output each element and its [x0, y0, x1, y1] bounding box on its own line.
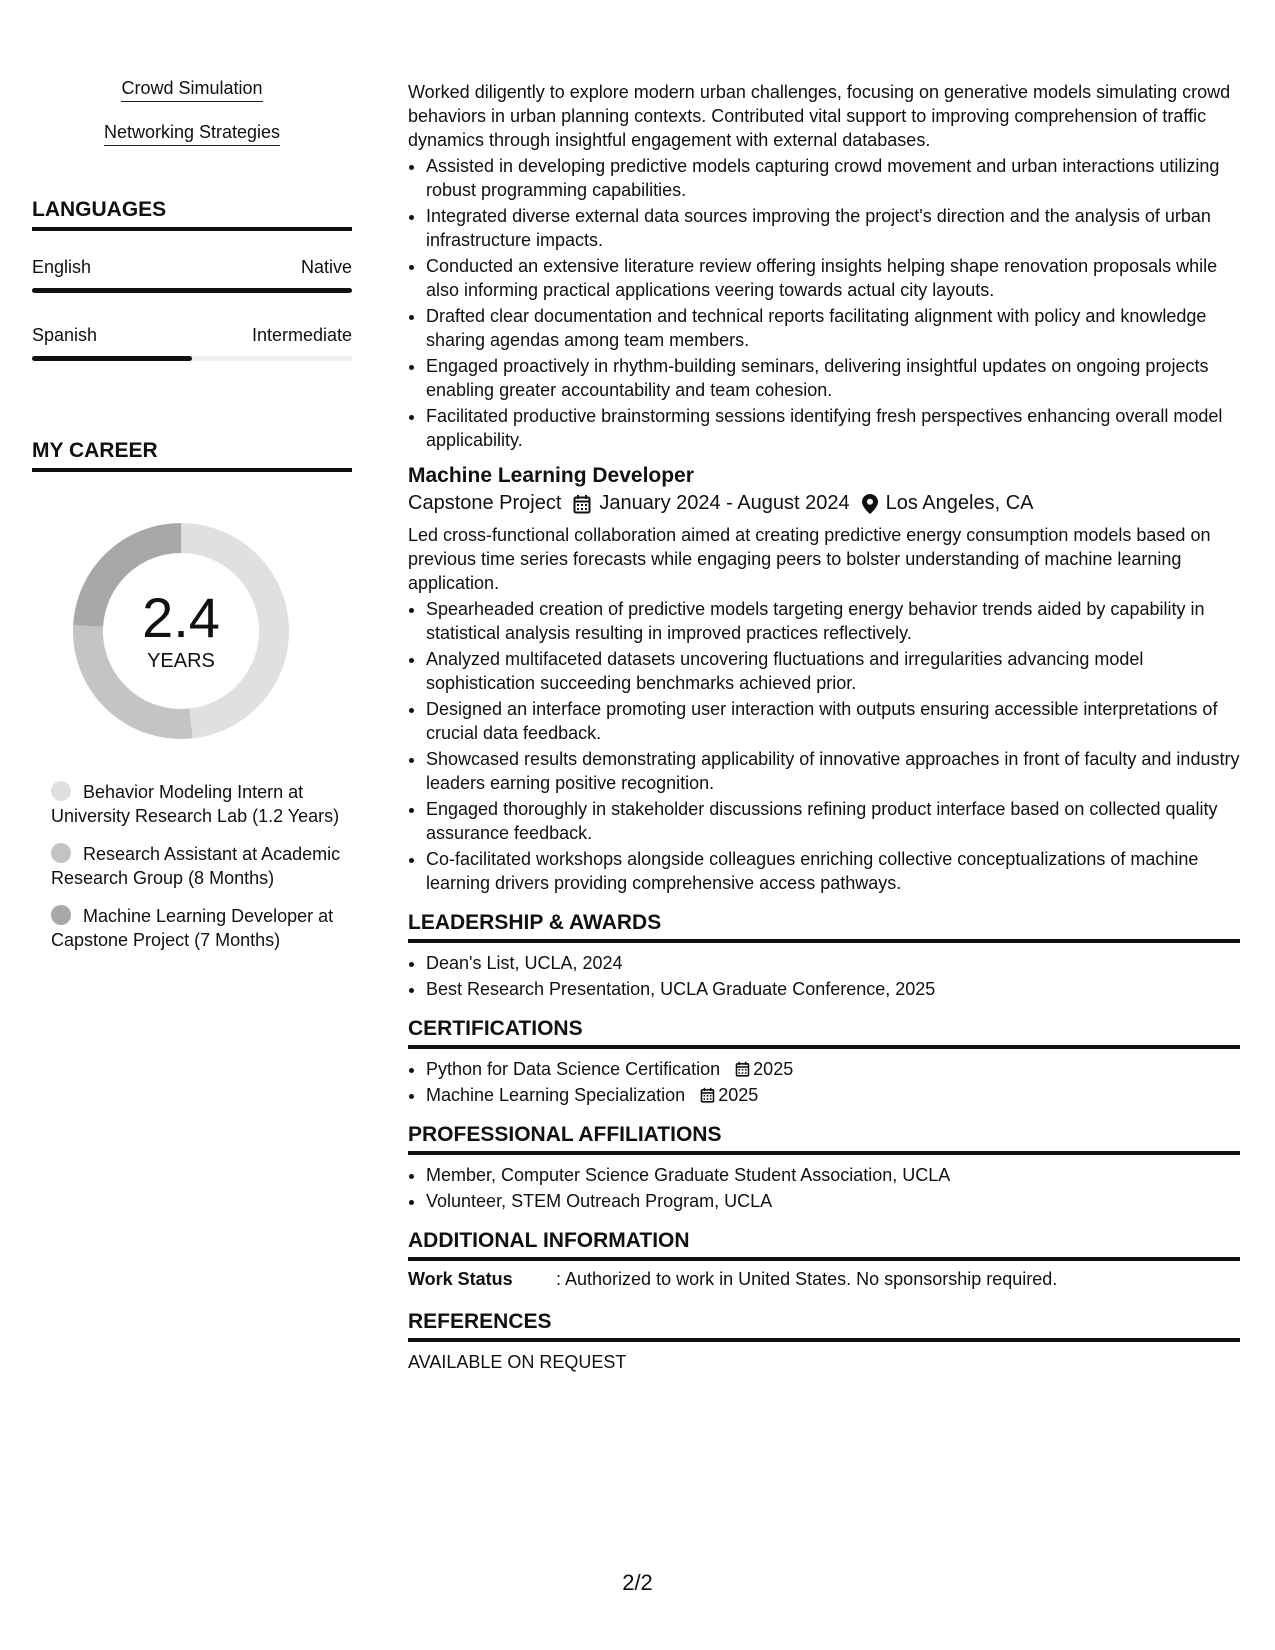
- job-location: Los Angeles, CA: [885, 492, 1034, 514]
- affiliations-list: [408, 1163, 1240, 1213]
- additional-info-heading: ADDITIONAL INFORMATION: [408, 1229, 1240, 1261]
- career-donut-chart: [66, 516, 296, 746]
- job-bullets: [408, 597, 1240, 895]
- work-status-row: [408, 1269, 1240, 1290]
- language-proficiency-bar: [32, 288, 352, 293]
- career-legend-item: Machine Learning Developer at Capstone Project (7 Months): [51, 906, 334, 950]
- language-level: Intermediate: [251, 325, 352, 345]
- calendar-icon: [573, 494, 591, 514]
- leadership-heading: LEADERSHIP & AWARDS: [408, 911, 1240, 943]
- certification-item: [426, 1083, 1240, 1107]
- award-item: • Dean's List, UCLA, 2024: [426, 951, 1240, 975]
- calendar-icon: [735, 1061, 750, 1077]
- job-summary: Worked diligently to explore modern urban challenges, focusing on generative models simulating crowd behaviors in urban planning contexts. Contributed vital support to improving comprehension of traffic dynamics through insightful engagement with external databases.: [408, 82, 1231, 150]
- page-number: 2/2: [622, 1570, 653, 1595]
- job-bullet: • Engaged proactively in rhythm-building seminars, delivering insightful updates on ongoing projects enabling greater accountability and team cohesion.: [426, 354, 1240, 402]
- award-item: • Best Research Presentation, UCLA Graduate Conference, 2025: [426, 977, 1240, 1001]
- job-summary: Led cross-functional collaboration aimed at creating predictive energy consumption models based on previous time series forecasts while engaging peers to bolster understanding of machine learning application.: [408, 525, 1211, 593]
- legend-dot-icon: [51, 781, 71, 801]
- job-bullet: • Co-facilitated workshops alongside colleagues enriching collective conceptualizations of machine learning drivers providing comprehensive access pathways.: [426, 847, 1240, 895]
- job-dates: January 2024 - August 2024: [599, 492, 850, 514]
- language-proficiency-bar: [32, 356, 352, 361]
- language-name: Spanish: [32, 325, 98, 345]
- work-status-value: : Authorized to work in United States. No sponsorship required.: [556, 1269, 1058, 1289]
- job-bullet: • Spearheaded creation of predictive models targeting energy behavior trends aided by capability in statistical analysis resulting in improved practices reflectively.: [426, 597, 1240, 645]
- job-bullet: • Drafted clear documentation and technical reports facilitating alignment with policy and knowledge sharing agendas among team members.: [426, 304, 1240, 352]
- job-bullet: • Integrated diverse external data sources improving the project's direction and the analysis of urban infrastructure impacts.: [426, 204, 1240, 252]
- job-bullet: • Engaged thoroughly in stakeholder discussions refining product interface based on collected quality assurance feedback.: [426, 797, 1240, 845]
- career-heading: MY CAREER: [32, 439, 352, 472]
- job-bullet: • Analyzed multifaceted datasets uncovering fluctuations and irregularities advancing model sophistication succeeding benchmarks achieved prior.: [426, 647, 1240, 695]
- certification-year: 2025: [718, 1085, 759, 1105]
- certifications-heading: CERTIFICATIONS: [408, 1017, 1240, 1049]
- legend-dot-icon: [51, 843, 71, 863]
- affiliations-heading: PROFESSIONAL AFFILIATIONS: [408, 1123, 1240, 1155]
- work-status-label: Work Status: [408, 1269, 513, 1289]
- legend-dot-icon: [51, 905, 71, 925]
- job-bullet: • Facilitated productive brainstorming sessions identifying fresh perspectives enhancing overall model applicability.: [426, 404, 1240, 452]
- job-bullet: • Designed an interface promoting user interaction with outputs ensuring accessible interpretations of crucial data feedback.: [426, 697, 1240, 745]
- certification-name: Machine Learning Specialization: [426, 1085, 686, 1105]
- language-level: Native: [300, 257, 352, 277]
- career-legend-item: Research Assistant at Academic Research Group (8 Months): [51, 844, 341, 888]
- career-total-value: 2.4: [142, 585, 220, 649]
- language-spanish: [32, 325, 352, 361]
- job-company: Capstone Project: [408, 492, 562, 514]
- job-bullet: • Conducted an extensive literature review offering insights helping shape renovation proposals while also informing practical applications veering towards actual city layouts.: [426, 254, 1240, 302]
- main-column: [408, 80, 1240, 1374]
- certification-year: 2025: [753, 1059, 794, 1079]
- interest-item: Crowd Simulation: [32, 78, 352, 102]
- references-heading: REFERENCES: [408, 1310, 1240, 1342]
- job-title: Machine Learning Developer: [408, 464, 694, 487]
- certifications-list: [408, 1057, 1240, 1107]
- job-bullets: [408, 154, 1240, 452]
- job-bullet: • Showcased results demonstrating applicability of innovative approaches in front of faculty and industry leaders earning positive recognition.: [426, 747, 1240, 795]
- sidebar: [32, 78, 352, 966]
- language-english: [32, 257, 352, 293]
- interest-item: Networking Strategies: [32, 122, 352, 146]
- language-name: English: [32, 257, 92, 277]
- certification-name: Python for Data Science Certification: [426, 1059, 721, 1079]
- calendar-icon: [700, 1087, 715, 1103]
- map-pin-icon: [862, 494, 878, 514]
- leadership-list: [408, 951, 1240, 1001]
- career-legend: [51, 780, 341, 952]
- job-meta: [408, 492, 1240, 515]
- language-proficiency-fill: [32, 288, 352, 293]
- affiliation-item: • Member, Computer Science Graduate Student Association, UCLA: [426, 1163, 1240, 1187]
- career-total-unit: YEARS: [147, 649, 215, 672]
- career-legend-item: Behavior Modeling Intern at University Research Lab (1.2 Years): [51, 782, 340, 826]
- references-text: AVAILABLE ON REQUEST: [408, 1352, 627, 1372]
- certification-item: [426, 1057, 1240, 1081]
- job-bullet: • Assisted in developing predictive models capturing crowd movement and urban interactions utilizing robust programming capabilities.: [426, 154, 1240, 202]
- languages-heading: LANGUAGES: [32, 198, 352, 231]
- affiliation-item: • Volunteer, STEM Outreach Program, UCLA: [426, 1189, 1240, 1213]
- language-proficiency-fill: [32, 356, 192, 361]
